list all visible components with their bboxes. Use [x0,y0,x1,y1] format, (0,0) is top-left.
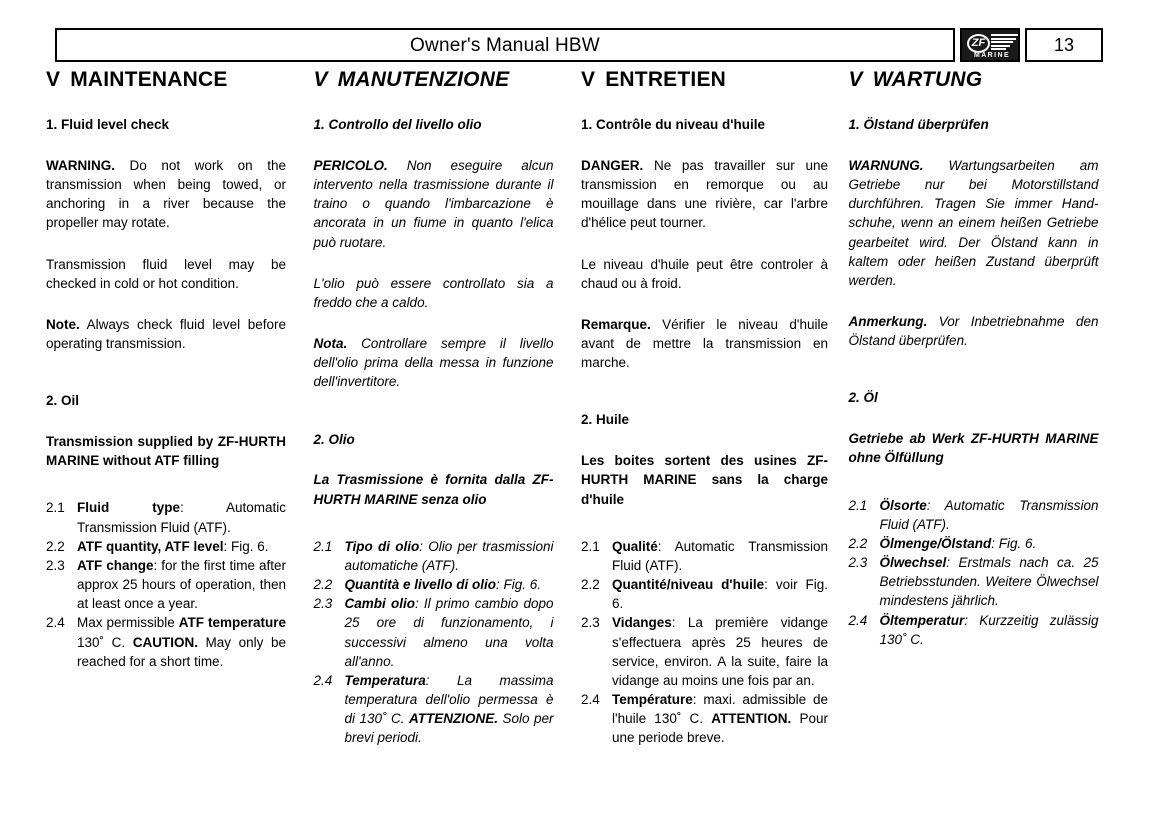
item-text [612,537,828,575]
item-lead: ATF temperature [178,615,286,631]
item-text [612,575,828,613]
zf-oval-icon: ZF [967,34,990,53]
item-rest: : Fig. 6. [223,538,269,554]
list-item [46,498,286,536]
item-rest: : voir Fig. 6. [612,577,828,612]
item-text [612,613,828,690]
item-rest: : maxi. admissible de l'huile 130˚ C. [612,691,828,727]
item-rest: : Olio per trasmissioni automatiche (ATF). [344,538,554,573]
item-lead: Qualité [612,538,658,554]
oil-spec-list [314,537,554,748]
item-rest: : La première vidange s'effectuera après 25 heures de service, environ. A la suite, faire la vidange au moins une fois par an. [612,615,828,688]
chapter-numeral: V [46,68,61,91]
warning-lead: DANGER. [581,157,644,173]
item-text [77,613,286,670]
column-german [849,68,1117,747]
item-number: 2.4 [581,691,600,707]
item-number: 2.2 [581,577,600,593]
zf-stripes-icon [991,34,1018,53]
item-lead-2: ATTENZIONE. [408,711,498,727]
item-lead: Fluid type [77,500,180,516]
item-number: 2.2 [46,538,65,554]
chapter-title: MANUTENZIONE [337,68,510,91]
item-lead: Temperatura [344,672,426,688]
chapter-heading [849,68,1099,91]
item-text [345,575,554,594]
note-text: Always check fluid level before operating transmission. [46,316,286,352]
item-rest: : Kurzzeitig zulässig 130˚ C. [879,612,1099,647]
note-text: Vor Inbetriebnahme den Ölstand überprüfen. [848,314,1099,349]
item-lead: ATF change [77,557,154,573]
warning-paragraph [581,156,828,233]
item-lead: Quantità e livello di olio [344,577,497,593]
item-text [880,496,1099,534]
chapter-numeral: V [581,68,596,91]
item-text [880,553,1099,610]
item-rest: : Automatic Transmission Fluid (ATF). [77,500,286,535]
item-rest: : La massima temperatura dell'olio permessa è di 130˚ C. [344,672,554,727]
list-item [46,537,286,556]
item-lead: Tipo di olio [344,538,420,554]
column-english [46,68,314,747]
column-italian [314,68,582,747]
item-number: 2.3 [581,615,600,631]
text-columns [46,68,1116,747]
list-item [581,575,828,613]
page-title: Owner's Manual HBW [410,34,600,56]
note-paragraph [46,315,286,353]
section-2-heading: 2. Oil [46,393,80,409]
list-item [46,613,286,670]
item-lead-2: ATTENTION. [711,711,792,727]
item-rest: : Il primo cambio dopo 25 ore di funzionamento, i successivi almeno una volta all'anno. [344,596,554,669]
chapter-numeral: V [313,68,328,91]
note-paragraph [314,334,554,391]
chapter-heading [581,68,828,91]
item-lead: Vidanges [612,615,672,631]
chapter-title: WARTUNG [872,68,983,91]
item-lead: Température [612,691,693,707]
item-text [345,671,554,748]
warning-lead: WARNING. [46,157,115,173]
section-2-subheading: Getriebe ab Werk ZF-HURTH MARINE ohne Ölfüllung [848,431,1099,466]
fluid-condition-paragraph: L'olio può essere controllato sia a freddo che a caldo. [313,275,554,310]
note-lead: Nota. [313,336,348,352]
section-1-heading: 1. Fluid level check [46,117,170,133]
oil-spec-list [849,496,1099,649]
note-lead: Remarque. [581,316,651,332]
item-text [880,534,1099,553]
chapter-numeral: V [848,68,863,91]
item-rest: : Automatic Transmission Fluid (ATF). [879,497,1099,532]
item-number: 2.1 [313,538,333,554]
list-item [314,537,554,575]
item-lead: Ölsorte [879,497,927,513]
section-1-heading: 1. Ölstand überprüfen [848,117,989,133]
fluid-condition-paragraph: Le niveau d'huile peut être controler à chaud ou à froid. [581,256,828,291]
section-2-subheading: Transmission supplied by ZF-HURTH MARINE without ATF filling [46,434,286,469]
section-2-subheading: La Trasmissione è fornita dalla ZF-HURTH MARINE senza olio [313,472,554,507]
page-number-box [1025,28,1103,62]
list-item [849,496,1099,534]
warning-text: Do not work on the transmission when being towed, or anchoring in a river because the propeller may rotate. [46,157,286,231]
item-rest-2: Solo per brevi periodi. [344,711,554,746]
item-number: 2.2 [848,535,868,551]
item-text [612,690,828,747]
list-item [581,690,828,747]
list-item [581,537,828,575]
warning-lead: PERICOLO. [313,157,388,173]
list-item [849,534,1099,553]
item-rest: : Automatic Transmission Fluid (ATF). [612,538,828,573]
chapter-heading [46,68,286,91]
item-lead: Ölmenge/Ölstand [879,535,992,551]
item-rest: : for the first time after approx 25 hours of operation, then at least once a year. [77,557,286,612]
note-paragraph [581,315,828,372]
item-number: 2.2 [313,577,333,593]
item-rest: : Fig. 6. [991,535,1037,551]
item-lead-2: CAUTION. [132,634,198,650]
item-rest: : Erstmals nach ca. 25 Betriebsstunden. Weitere Ölwechsel mindestens jährlich. [879,555,1099,609]
item-rest: : Fig. 6. [496,577,542,593]
warning-lead: WARNUNG. [848,157,924,173]
section-1-heading: 1. Controllo del livello olio [313,117,482,133]
item-number: 2.4 [848,612,868,628]
chapter-heading [314,68,554,91]
note-text: Vérifier le niveau d'huile avant de mettre la transmission en marche. [581,316,828,371]
item-pre: Max permissible [77,615,179,631]
item-number: 2.1 [848,497,868,513]
item-number: 2.3 [313,596,333,612]
chapter-title: ENTRETIEN [605,68,727,91]
item-lead: Quantité/niveau d'huile [612,577,765,593]
note-lead: Anmerkung. [848,314,928,330]
oil-spec-list [46,498,286,670]
section-2-heading: 2. Huile [581,412,630,428]
item-rest: 130˚ C. [77,634,133,650]
item-text [345,594,554,671]
note-lead: Note. [46,316,80,332]
section-2-heading: 2. Olio [313,431,355,447]
warning-paragraph [314,156,554,252]
item-text [880,611,1099,649]
item-lead: Ölwechsel [879,555,947,571]
item-lead: Öltemperatur [879,612,965,628]
warning-text: Wartungsarbeiten am Getriebe nur bei Motorstillstand durchführen. Tragen Sie immer Hand- schuhe, wenn an einem heißen Getriebe gearbeitet wird. Der Ölstand kann in kaltem oder heißen Zustand überprüft werden. [848,157,1099,288]
warning-paragraph [46,156,286,233]
list-item [849,611,1099,649]
zf-marine-wordmark: MARINE [974,52,1011,59]
list-item [581,613,828,690]
item-number: 2.3 [848,555,868,571]
item-lead: Cambi olio [344,596,415,612]
item-number: 2.4 [313,672,333,688]
section-2-heading: 2. Öl [848,390,878,406]
fluid-condition-paragraph: Transmission fluid level may be checked in cold or hot condition. [46,256,286,291]
zf-marine-logo [960,28,1020,62]
section-1-heading: 1. Contrôle du niveau d'huile [581,117,765,133]
item-number: 2.4 [46,615,65,631]
warning-text: Non eseguire alcun intervento nella trasmissione durante il traino o quando l'imbarcazione è ancorata in un fiume in quanto l'elica può ruotare. [313,157,554,250]
item-rest-2: May only be reached for a short time. [77,634,286,669]
list-item [314,575,554,594]
item-text [77,537,286,556]
header-title-box [55,28,955,62]
page-number: 13 [1053,35,1075,55]
section-2-subheading: Les boites sortent des usines ZF-HURTH MARINE sans la charge d'huile [581,453,828,507]
item-lead: ATF quantity, ATF level [77,538,224,554]
list-item [314,594,554,671]
item-rest-2: Pour une periode breve. [612,711,828,746]
item-number: 2.1 [581,538,600,554]
list-item [314,671,554,748]
note-paragraph [849,312,1099,350]
column-french [581,68,849,747]
item-text [345,537,554,575]
item-text [77,498,286,536]
list-item [46,556,286,613]
note-text: Controllare sempre il livello dell'olio prima della messa in funzione dell'invertitore. [313,336,554,390]
warning-paragraph [849,156,1099,290]
item-number: 2.3 [46,557,65,573]
item-text [77,556,286,613]
warning-text: Ne pas travailler sur une transmission en remorque ou au mouillage dans une rivière, car l'arbre d'hélice peut tourner. [581,157,828,231]
item-number: 2.1 [46,500,65,516]
chapter-title: MAINTENANCE [70,68,228,91]
list-item [849,553,1099,610]
oil-spec-list [581,537,828,748]
page-header [55,28,1103,62]
